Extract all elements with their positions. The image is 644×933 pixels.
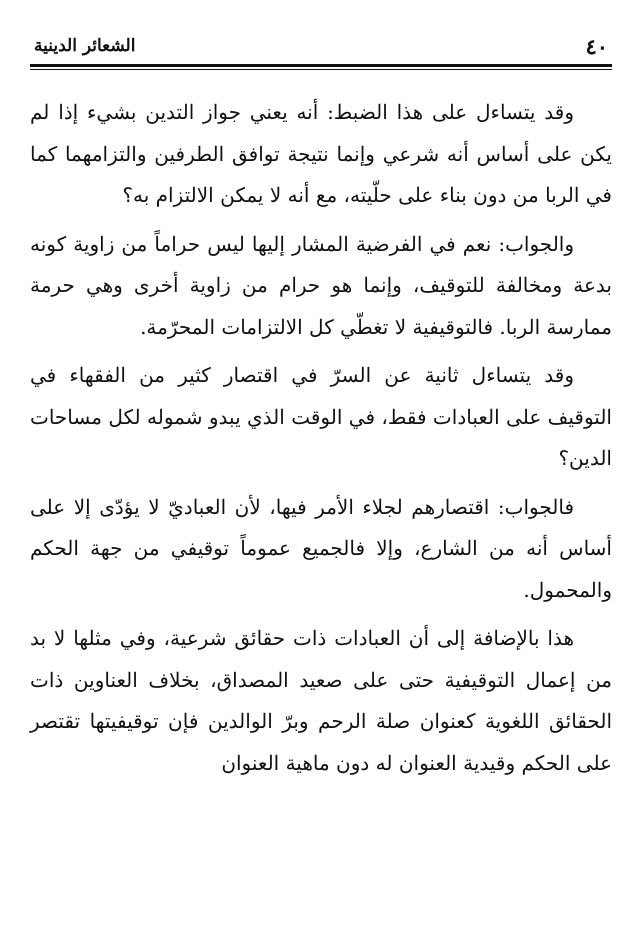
running-title: الشعائر الدينية [34,36,136,56]
paragraph-1: وقد يتساءل على هذا الضبط: أنه يعني جواز التدين بشيء إذا لم يكن على أساس أنه شرعي وإنما نتيجة توافق الطرفين والتزامهما كما في الربا من دون بناء على حلّيته، مع أنه لا يمكن الالتزام به؟ [30,100,612,207]
header-divider [30,64,612,70]
paragraph-3: وقد يتساءل ثانية عن السرّ في اقتصار كثير من الفقهاء في التوقيف على العبادات فقط، في الوقت الذي يبدو شموله لكل مساحات الدين؟ [30,363,612,470]
page-body [30,92,612,791]
page-number: ٤٠ [585,34,608,59]
page-header [30,30,612,64]
paragraph-4: فالجواب: اقتصارهم لجلاء الأمر فيها، لأن العباديّ لا يؤدّى إلا على أساس أنه من الشارع، وإلا فالجميع عموماً توقيفي من جهة الحكم والمحمول. [30,494,612,602]
paragraph-5: هذا بالإضافة إلى أن العبادات ذات حقائق شرعية، وفي مثلها لا بد من إعمال التوقيفية حتى على صعيد المصداق، بخلاف العناوين ذات الحقائق اللغوية كعنوان صلة الرحم وبرّ الوالدين فإن توقيفيتها تقتصر على الحكم وقيدية العنوان له دون ماهية العنوان [30,626,612,775]
paragraph-2: والجواب: نعم في الفرضية المشار إليها ليس حراماً من زاوية كونه بدعة ومخالفة للتوقيف، وإنما هو حرام من زاوية أخرى وهي حرمة ممارسة الربا. فالتوقيفية لا تغطّي كل الالتزامات المحرّمة. [30,231,612,339]
